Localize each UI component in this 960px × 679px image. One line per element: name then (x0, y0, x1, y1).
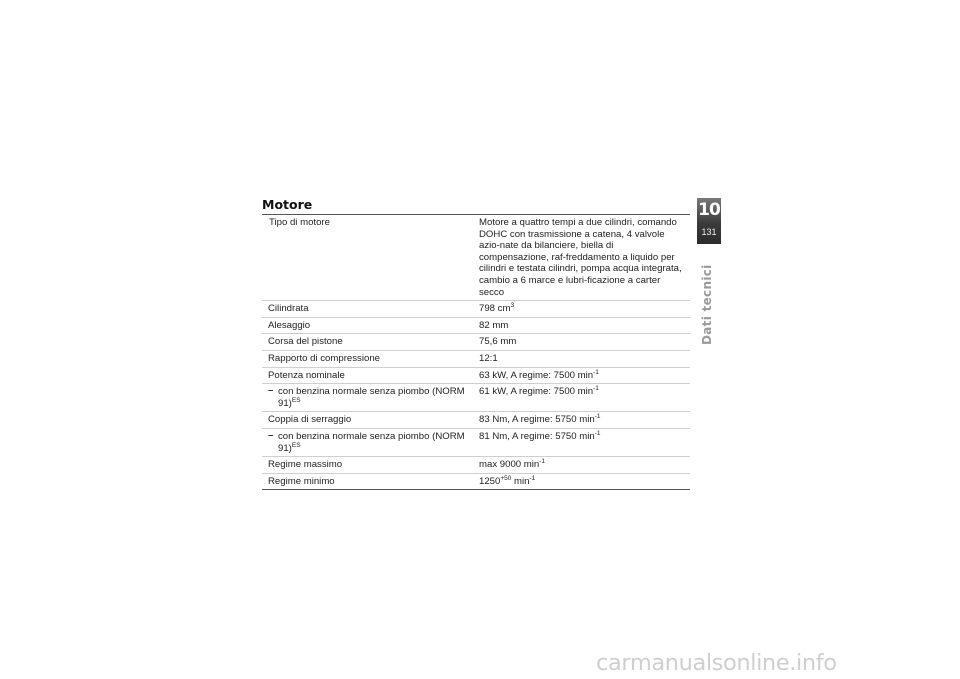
spec-value: 798 $cm^3$ (479, 301, 515, 315)
spec-value: 82 mm (479, 319, 509, 331)
chapter-name: Dati tecnici (700, 264, 714, 345)
table-row (262, 473, 690, 490)
table-row (262, 456, 690, 473)
spec-label: Tipo di motore (269, 217, 330, 228)
section-title: Motore (262, 197, 313, 212)
spec-value: 63 kW, A regime: 7500 $\min^{-1}$ (479, 368, 599, 381)
spec-label: Regime massimo (268, 459, 343, 471)
table-row (262, 350, 690, 367)
table-row (262, 333, 690, 350)
spec-value: Motore a quattro tempi a due cilindri, comando DOHC con trasmissione a catena, 4 valvole azio-nate da bilanciere, biella di compensazione, raf-freddamento a liquido per cilindri e testata cilindri, pompa acqua integrata, cambio a 6 marce e lubri-ficazione a carter secco (479, 217, 682, 298)
spec-label: Corsa del pistone (268, 336, 343, 348)
spec-value: max 9000 $\min^{-1}$ (479, 457, 546, 471)
spec-value: 12:1 (479, 352, 498, 364)
page-number: 131 (701, 227, 717, 237)
spec-label: Potenza nominale (268, 369, 345, 381)
table-row (262, 317, 690, 334)
table-row (262, 215, 690, 300)
spec-label: Alesaggio (268, 319, 311, 331)
spec-value: $1250^{+50}$ $\min^{-1}$ (479, 474, 536, 487)
spec-label: – con benzina normale senza piombo (NORM 91)$^{ES}$ (268, 429, 465, 454)
spec-value: 83 Nm, A regime: 5750 $\min^{-1}$ (479, 413, 601, 426)
spec-value: 61 kW, A regime: 7500 $\min^{-1}$ (479, 384, 599, 398)
chapter-number: 10 (698, 200, 720, 220)
dash-bullet: – (268, 429, 274, 441)
table-row (262, 300, 690, 317)
table-row (262, 383, 690, 411)
spec-value: 75,6 mm (479, 336, 517, 348)
table-row (262, 411, 690, 428)
dash-bullet: – (268, 385, 274, 397)
table-row (262, 428, 690, 456)
spec-label: – con benzina normale senza piombo (NORM 91)$^{ES}$ (268, 385, 465, 409)
spec-value: 81 Nm, A regime: 5750 $\min^{-1}$ (479, 429, 601, 442)
spec-label: Regime minimo (268, 475, 335, 487)
spec-table (262, 214, 690, 490)
spec-label: Coppia di serraggio (268, 414, 352, 426)
spec-label: Rapporto di compressione (268, 352, 380, 364)
chapter-tab (697, 198, 721, 244)
watermark: carmanualsonline.info (596, 650, 837, 676)
spec-label: Cilindrata (268, 303, 309, 315)
table-row (262, 367, 690, 384)
